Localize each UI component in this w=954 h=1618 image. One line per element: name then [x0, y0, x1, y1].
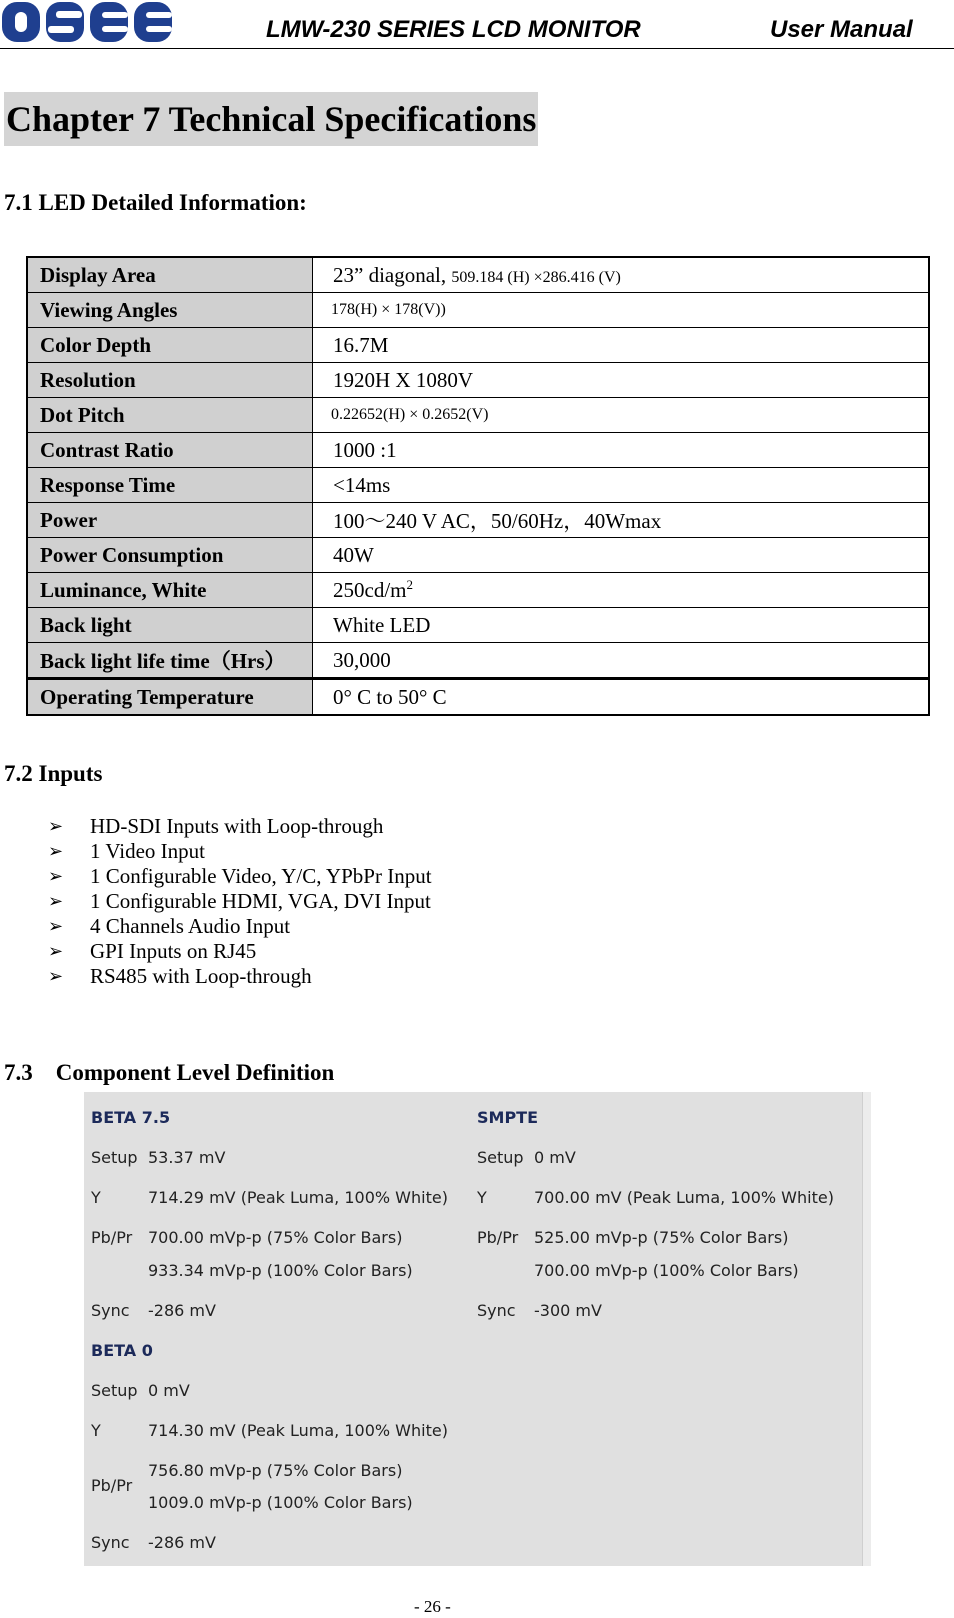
list-item	[48, 864, 432, 889]
spec-value: 40W	[313, 538, 930, 573]
spec-label: Viewing Angles	[27, 293, 313, 328]
table-row	[27, 573, 929, 608]
arrow-bullet-icon: ➢	[48, 891, 64, 912]
spec-label: Back light	[27, 608, 313, 643]
table-row	[27, 257, 929, 293]
table-row	[27, 608, 929, 643]
inputs-list	[48, 814, 432, 989]
smpte-setup-label: Setup	[477, 1148, 524, 1167]
chapter-title: Chapter 7 Technical Specifications	[4, 92, 538, 146]
arrow-bullet-icon: ➢	[48, 941, 64, 962]
beta0-y-value: 714.30 mV (Peak Luma, 100% White)	[148, 1421, 448, 1440]
section-inputs-heading: 7.2 Inputs	[4, 761, 103, 786]
list-item	[48, 914, 432, 939]
table-row	[27, 503, 929, 538]
smpte-setup-value: 0 mV	[534, 1148, 576, 1167]
spec-value: 16.7M	[313, 328, 930, 363]
smpte-pbpr-label: Pb/Pr	[477, 1228, 519, 1247]
spec-value: 1920H X 1080V	[313, 363, 930, 398]
superscript: 2	[406, 577, 413, 592]
spec-value: <14ms	[313, 468, 930, 503]
arrow-bullet-icon: ➢	[48, 916, 64, 937]
spec-value-main: 250cd/m	[333, 578, 407, 602]
beta0-setup-label: Setup	[91, 1381, 138, 1400]
section-led-heading: 7.1 LED Detailed Information:	[4, 190, 307, 215]
spec-label: Power	[27, 503, 313, 538]
list-item-text: RS485 with Loop-through	[90, 964, 312, 988]
user-manual-label: User Manual	[770, 16, 913, 43]
beta75-sync-value: -286 mV	[148, 1301, 216, 1320]
beta75-y-value: 714.29 mV (Peak Luma, 100% White)	[148, 1188, 448, 1207]
arrow-bullet-icon: ➢	[48, 966, 64, 987]
list-item	[48, 839, 432, 864]
table-row	[27, 679, 929, 716]
spec-value: 178(H) × 178(V))	[313, 293, 930, 328]
spec-label: Dot Pitch	[27, 398, 313, 433]
table-row	[27, 398, 929, 433]
spec-value: 100～240 V AC，50/60Hz，40Wmax	[313, 503, 930, 538]
beta0-sync-label: Sync	[91, 1533, 130, 1552]
smpte-sync-label: Sync	[477, 1301, 516, 1320]
beta75-pbpr-value-75: 700.00 mVp-p (75% Color Bars)	[148, 1228, 403, 1247]
smpte-sync-value: -300 mV	[534, 1301, 602, 1320]
table-row	[27, 293, 929, 328]
spec-value: 0° C to 50° C	[313, 679, 930, 716]
smpte-pbpr-value-75: 525.00 mVp-p (75% Color Bars)	[534, 1228, 789, 1247]
smpte-y-value: 700.00 mV (Peak Luma, 100% White)	[534, 1188, 834, 1207]
beta75-y-label: Y	[91, 1188, 101, 1207]
list-item	[48, 939, 432, 964]
spec-value: 1000 :1	[313, 433, 930, 468]
beta75-setup-value: 53.37 mV	[148, 1148, 226, 1167]
arrow-bullet-icon: ➢	[48, 816, 64, 837]
component-box-edge	[862, 1092, 871, 1566]
spec-value: White LED	[313, 608, 930, 643]
table-row	[27, 433, 929, 468]
document-title: LMW-230 SERIES LCD MONITOR	[266, 16, 641, 43]
beta0-sync-value: -286 mV	[148, 1533, 216, 1552]
beta0-pbpr-value-75: 756.80 mVp-p (75% Color Bars)	[148, 1461, 403, 1480]
spec-label: Display Area	[27, 257, 313, 293]
list-item	[48, 889, 432, 914]
spec-label: Resolution	[27, 363, 313, 398]
table-row	[27, 468, 929, 503]
spec-label: Operating Temperature	[27, 679, 313, 716]
header-divider	[0, 48, 954, 49]
osee-logo	[2, 2, 174, 42]
beta75-setup-label: Setup	[91, 1148, 138, 1167]
section-component-heading	[4, 1060, 334, 1086]
list-item-text: 4 Channels Audio Input	[90, 914, 291, 938]
spec-label: Back light life time（Hrs）	[27, 643, 313, 679]
spec-value	[313, 573, 930, 608]
spec-label: Power Consumption	[27, 538, 313, 573]
beta75-title: BETA 7.5	[91, 1108, 171, 1127]
beta0-setup-value: 0 mV	[148, 1381, 190, 1400]
arrow-bullet-icon: ➢	[48, 866, 64, 887]
spec-label: Response Time	[27, 468, 313, 503]
beta0-pbpr-label: Pb/Pr	[91, 1476, 133, 1495]
list-item-text: 1 Configurable HDMI, VGA, DVI Input	[90, 889, 431, 913]
spec-label: Contrast Ratio	[27, 433, 313, 468]
spec-table	[26, 256, 930, 716]
beta75-pbpr-label: Pb/Pr	[91, 1228, 133, 1247]
list-item-text: 1 Configurable Video, Y/C, YPbPr Input	[90, 864, 432, 888]
list-item	[48, 814, 432, 839]
table-row	[27, 643, 929, 679]
spec-label: Luminance, White	[27, 573, 313, 608]
list-item-text: GPI Inputs on RJ45	[90, 939, 257, 963]
table-row	[27, 363, 929, 398]
section-component-text: 7.3 Component Level Definition	[4, 1060, 335, 1085]
table-row	[27, 328, 929, 363]
beta0-title: BETA 0	[91, 1341, 153, 1360]
page-header	[0, 0, 954, 50]
spec-value-dimensions: 509.184 (H) ×286.416 (V)	[451, 268, 621, 286]
table-row	[27, 538, 929, 573]
beta0-pbpr-value-100: 1009.0 mVp-p (100% Color Bars)	[148, 1493, 413, 1512]
arrow-bullet-icon: ➢	[48, 841, 64, 862]
spec-value: 0.22652(H) × 0.2652(V)	[313, 398, 930, 433]
beta75-sync-label: Sync	[91, 1301, 130, 1320]
list-item-text: 1 Video Input	[90, 839, 206, 863]
spec-value: 30,000	[313, 643, 930, 679]
spec-value	[313, 257, 930, 293]
beta75-pbpr-value-100: 933.34 mVp-p (100% Color Bars)	[148, 1261, 413, 1280]
list-item-text: HD-SDI Inputs with Loop-through	[90, 814, 384, 838]
list-item	[48, 964, 432, 989]
spec-label: Color Depth	[27, 328, 313, 363]
spec-value-main: 23” diagonal,	[333, 262, 452, 287]
smpte-title: SMPTE	[477, 1108, 539, 1127]
beta0-y-label: Y	[91, 1421, 101, 1440]
smpte-y-label: Y	[477, 1188, 487, 1207]
smpte-pbpr-value-100: 700.00 mVp-p (100% Color Bars)	[534, 1261, 799, 1280]
page-number: - 26 -	[414, 1597, 451, 1616]
